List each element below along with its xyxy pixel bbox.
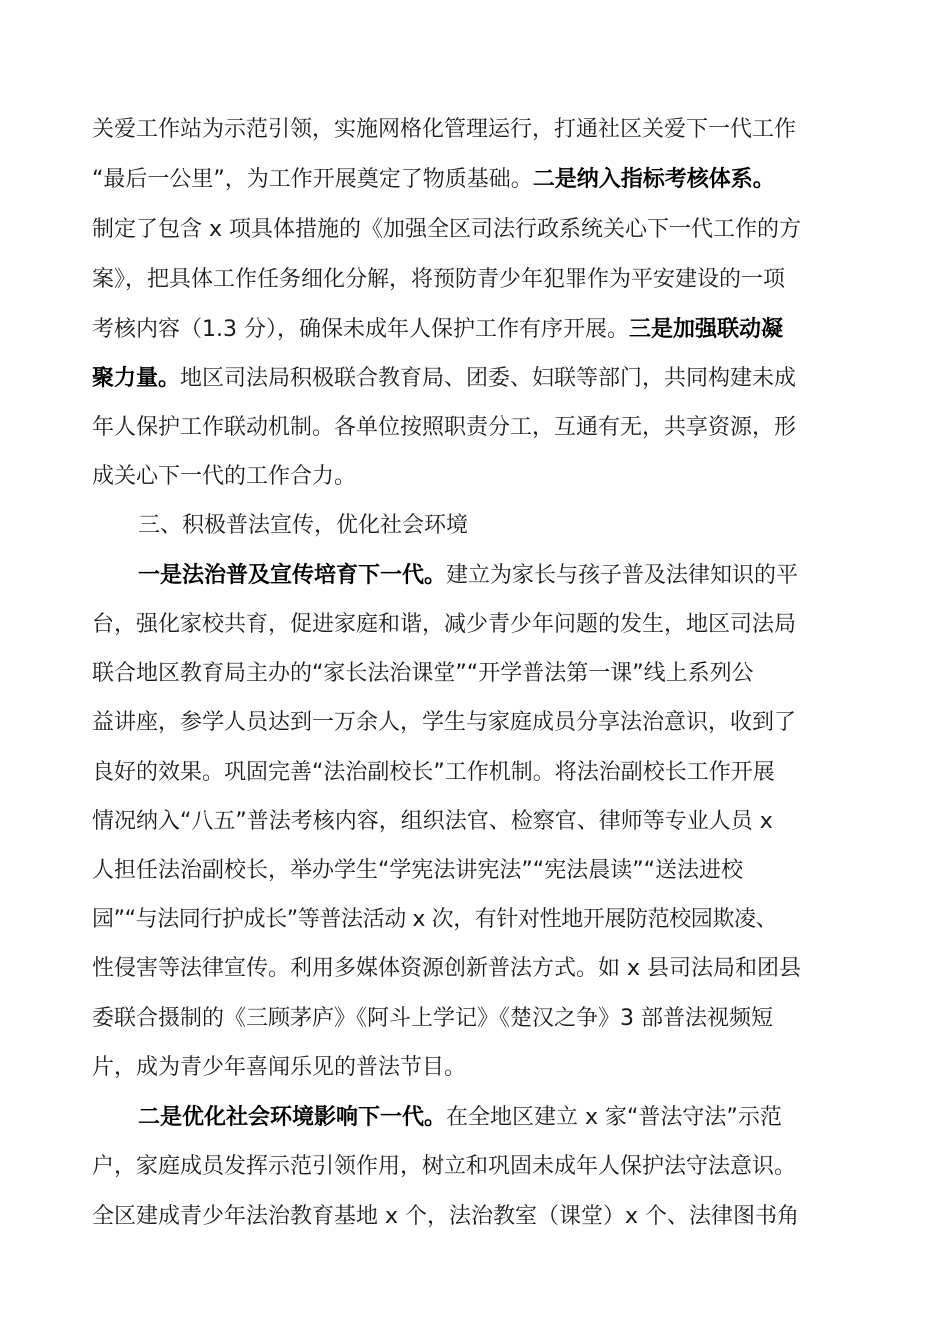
text-line (92, 706, 796, 740)
text-line (92, 313, 783, 347)
text-segment: 情况纳入“八五”普法考核内容，组织法官、检察官、律师等专业人员 x (92, 809, 773, 834)
text-line (92, 657, 754, 691)
text-segment: 在全地区建立 x 家“普法守法”示范 (446, 1105, 782, 1130)
section-heading: 三、积极普法宣传，优化社会环境 (138, 513, 469, 538)
text-segment: 户，家庭成员发挥示范引领作用，树立和巩固未成年人保护法守法意识。 (92, 1154, 797, 1179)
text-segment: 性侵害等法律宣传。利用多媒体资源创新普法方式。如 x 县司法局和团县 (92, 956, 802, 981)
text-line (92, 1002, 773, 1036)
text-line (92, 460, 356, 494)
text-line (92, 1200, 799, 1234)
text-segment: 制定了包含 x 项具体措施的《加强全区司法行政系统关心下一代工作的方 (92, 217, 802, 242)
text-segment: 关爱工作站为示范引领，实施网格化管理运行，打通社区关爱下一代工作 (92, 117, 797, 142)
text-line (92, 1150, 796, 1184)
bold-lead-phrase: 聚力量。 (92, 366, 181, 391)
text-line (138, 559, 798, 593)
text-segment: 片，成为青少年喜闻乐见的普法节目。 (92, 1055, 467, 1080)
text-segment: 良好的效果。巩固完善“法治副校长”工作机制。将法治副校长工作开展 (92, 760, 775, 785)
text-line (138, 1101, 782, 1135)
text-segment: 建立为家长与孩子普及法律知识的平 (446, 563, 799, 588)
text-segment: “最后一公里”，为工作开展奠定了物质基础。 (92, 167, 533, 192)
text-line (92, 756, 775, 790)
bold-lead-phrase: 三是加强联动凝 (628, 317, 783, 342)
text-segment: 成关心下一代的工作合力。 (92, 464, 357, 489)
text-line (92, 903, 777, 937)
text-line (92, 854, 743, 888)
text-line (92, 608, 796, 642)
text-line (92, 362, 796, 396)
text-segment: 联合地区教育局主办的“家长法治课堂”“开学普法第一课”线上系列公 (92, 661, 754, 686)
text-line (92, 805, 773, 839)
text-line (92, 1051, 466, 1085)
bold-lead-phrase: 二是优化社会环境影响下一代。 (138, 1105, 447, 1130)
text-segment: 全区建成青少年法治教育基地 x 个，法治教室（课堂）x 个、法律图书角 (92, 1204, 800, 1229)
text-segment: 台，强化家校共育，促进家庭和谐，减少青少年问题的发生，地区司法局 (92, 612, 797, 637)
text-line (92, 411, 796, 445)
text-line (92, 213, 801, 247)
text-line (92, 263, 785, 297)
bold-lead-phrase: 一是法治普及宣传培育下一代。 (138, 563, 447, 588)
text-segment: 考核内容（1.3 分），确保未成年人保护工作有序开展。 (92, 317, 629, 342)
text-line (92, 952, 801, 986)
text-segment: 人担任法治副校长，举办学生“学宪法讲宪法”“宪法晨读”“送法进校 (92, 858, 743, 883)
text-segment: 地区司法局积极联合教育局、团委、妇联等部门，共同构建未成 (180, 366, 797, 391)
text-segment: 委联合摄制的《三顾茅庐》《阿斗上学记》《楚汉之争》3 部普法视频短 (92, 1006, 773, 1031)
text-line (92, 163, 775, 197)
text-segment: 园”“与法同行护成长”等普法活动 x 次，有针对性地开展防范校园欺凌、 (92, 907, 778, 932)
bold-lead-phrase: 二是纳入指标考核体系。 (532, 167, 775, 192)
text-segment: 案》，把具体工作任务细化分解，将预防青少年犯罪作为平安建设的一项 (92, 267, 786, 292)
text-line (92, 113, 796, 147)
text-segment: 益讲座，参学人员达到一万余人，学生与家庭成员分享法治意识，收到了 (92, 710, 797, 735)
text-segment: 年人保护工作联动机制。各单位按照职责分工，互通有无，共享资源，形 (92, 415, 797, 440)
